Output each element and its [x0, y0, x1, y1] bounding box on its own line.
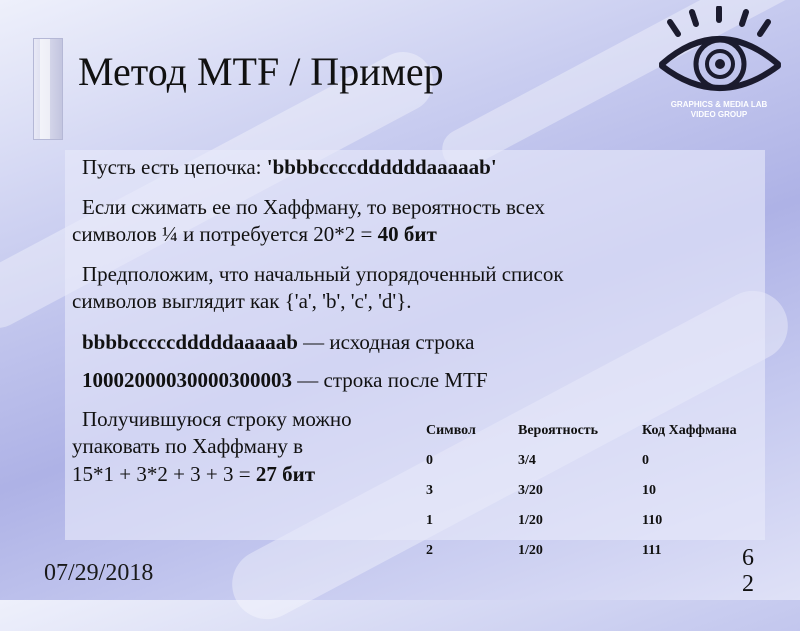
- paragraph-huffman-cont: [72, 221, 437, 248]
- table-row: [426, 446, 772, 476]
- table-cell: 110: [642, 513, 663, 528]
- table-row: [426, 476, 772, 506]
- logo-caption-line1: GRAPHICS & MEDIA LAB: [670, 100, 768, 109]
- paragraph-huffman: [82, 194, 545, 221]
- paragraph-text: — строка после MTF: [292, 368, 488, 392]
- paragraph-text: Пусть есть цепочка:: [82, 155, 267, 179]
- table-cell: 111: [642, 543, 662, 558]
- paragraph-text: — исходная строка: [297, 330, 475, 354]
- paragraph-result-cont: [72, 461, 315, 488]
- paragraph-bold: 10002000030000300003: [82, 368, 292, 392]
- paragraph-bold: bbbbcccccdddddaaaaab: [82, 330, 298, 354]
- huffman-table: [426, 416, 772, 566]
- paragraph-alphabet-cont: [72, 288, 412, 315]
- table-cell: 1/20: [518, 513, 543, 528]
- table-cell: 3/4: [518, 453, 536, 468]
- paragraph-text: Предположим, что начальный упорядоченный список: [82, 262, 564, 286]
- table-header: Символ: [426, 423, 476, 438]
- table-header: Вероятность: [518, 423, 599, 438]
- paragraph-alphabet: [82, 261, 564, 288]
- paragraph-text: 15*1 + 3*2 + 3 + 3 =: [72, 462, 256, 486]
- table-cell: 3: [426, 483, 433, 498]
- paragraph-bold: 'bbbbccccddddddaaaaab': [266, 155, 497, 179]
- logo-caption-line2: VIDEO GROUP: [690, 110, 748, 119]
- paragraph-text: символов ¼ и потребуется 20*2 =: [72, 222, 378, 246]
- paragraph-bold: 27 бит: [255, 462, 316, 486]
- paragraph-result: [82, 406, 352, 433]
- logo-caption: [650, 100, 788, 120]
- paragraph-string: [82, 154, 497, 181]
- table-header-row: [426, 416, 772, 446]
- table-row: [426, 536, 772, 566]
- slide-title: Метод MTF / Пример: [78, 49, 444, 94]
- table-row: [426, 506, 772, 536]
- paragraph-text: упаковать по Хаффману в: [72, 434, 304, 458]
- decorative-bar: [33, 38, 63, 140]
- table-cell: 1: [426, 513, 433, 528]
- table-header: Код Хаффмана: [642, 423, 737, 438]
- paragraph-mtf: [82, 367, 488, 394]
- paragraph-bold: 40 бит: [377, 222, 437, 246]
- table-cell: 1/20: [518, 543, 543, 558]
- table-cell: 2: [426, 543, 433, 558]
- page-number-digit: 6: [742, 545, 754, 571]
- paragraph-result-cont: [72, 433, 303, 460]
- paragraph-text: символов выглядит как {'a', 'b', 'c', 'd'}.: [72, 289, 412, 313]
- slide-date: 07/29/2018: [44, 560, 154, 586]
- paragraph-text: Получившуюся строку можно: [82, 407, 352, 431]
- paragraph-text: Если сжимать ее по Хаффману, то вероятность всех: [82, 195, 545, 219]
- table-cell: 10: [642, 483, 656, 498]
- table-cell: 3/20: [518, 483, 543, 498]
- table-cell: 0: [426, 453, 433, 468]
- paragraph-source: [82, 329, 474, 356]
- page-number: [738, 545, 758, 597]
- table-cell: 0: [642, 453, 649, 468]
- page-number-digit: 2: [742, 571, 754, 597]
